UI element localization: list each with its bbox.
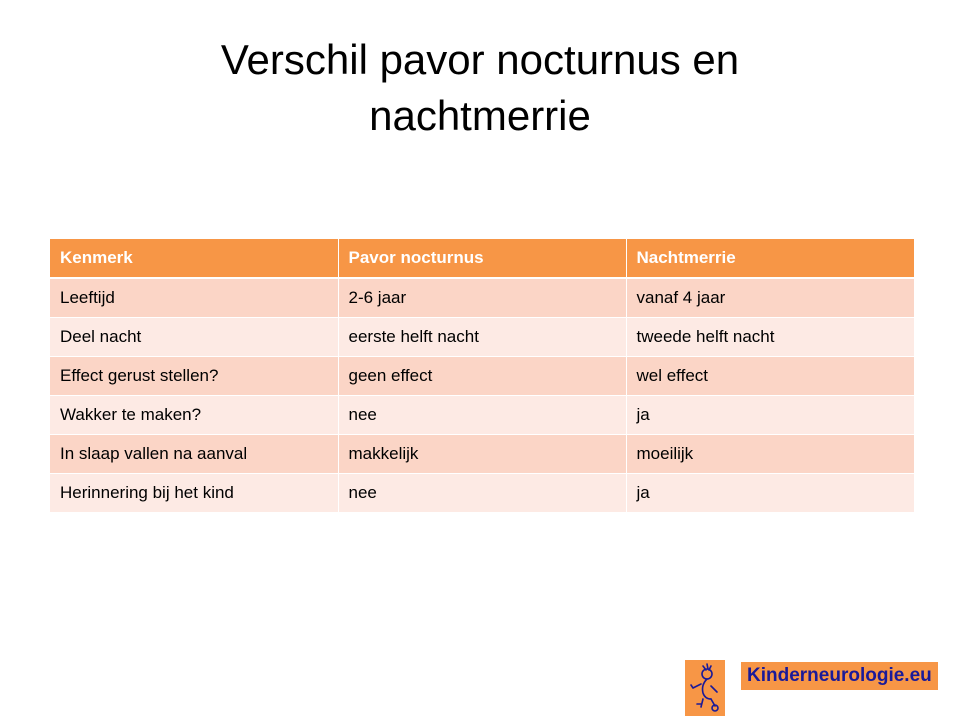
table-row xyxy=(50,435,914,474)
table-header-row xyxy=(50,239,914,278)
table-cell: Wakker te maken? xyxy=(50,396,338,435)
table-cell: nee xyxy=(338,474,626,513)
table-cell: eerste helft nacht xyxy=(338,318,626,357)
slide-title-line-2: nachtmerrie xyxy=(369,92,591,139)
table-row xyxy=(50,357,914,396)
table-cell: nee xyxy=(338,396,626,435)
table-cell: In slaap vallen na aanval xyxy=(50,435,338,474)
table-cell: wel effect xyxy=(626,357,914,396)
column-header-pavor-nocturnus: Pavor nocturnus xyxy=(338,239,626,278)
table-cell: geen effect xyxy=(338,357,626,396)
table-row xyxy=(50,396,914,435)
table-row xyxy=(50,474,914,513)
table-cell: Effect gerust stellen? xyxy=(50,357,338,396)
table-cell: Deel nacht xyxy=(50,318,338,357)
table-cell: ja xyxy=(626,396,914,435)
logo-text[interactable]: Kinderneurologie.eu xyxy=(741,662,938,690)
table-cell: vanaf 4 jaar xyxy=(626,278,914,318)
table-cell: tweede helft nacht xyxy=(626,318,914,357)
table-row xyxy=(50,278,914,318)
column-header-nachtmerrie: Nachtmerrie xyxy=(626,239,914,278)
table-cell: Leeftijd xyxy=(50,278,338,318)
site-logo xyxy=(685,660,938,716)
column-header-kenmerk: Kenmerk xyxy=(50,239,338,278)
table-cell: moeilijk xyxy=(626,435,914,474)
table-cell: ja xyxy=(626,474,914,513)
slide-title-line-1: Verschil pavor nocturnus en xyxy=(220,36,740,83)
table-cell: Herinnering bij het kind xyxy=(50,474,338,513)
child-figure-icon xyxy=(685,660,725,716)
table-cell: makkelijk xyxy=(338,435,626,474)
table-row xyxy=(50,318,914,357)
slide-title xyxy=(80,32,880,144)
table-cell: 2-6 jaar xyxy=(338,278,626,318)
comparison-table xyxy=(50,239,915,513)
